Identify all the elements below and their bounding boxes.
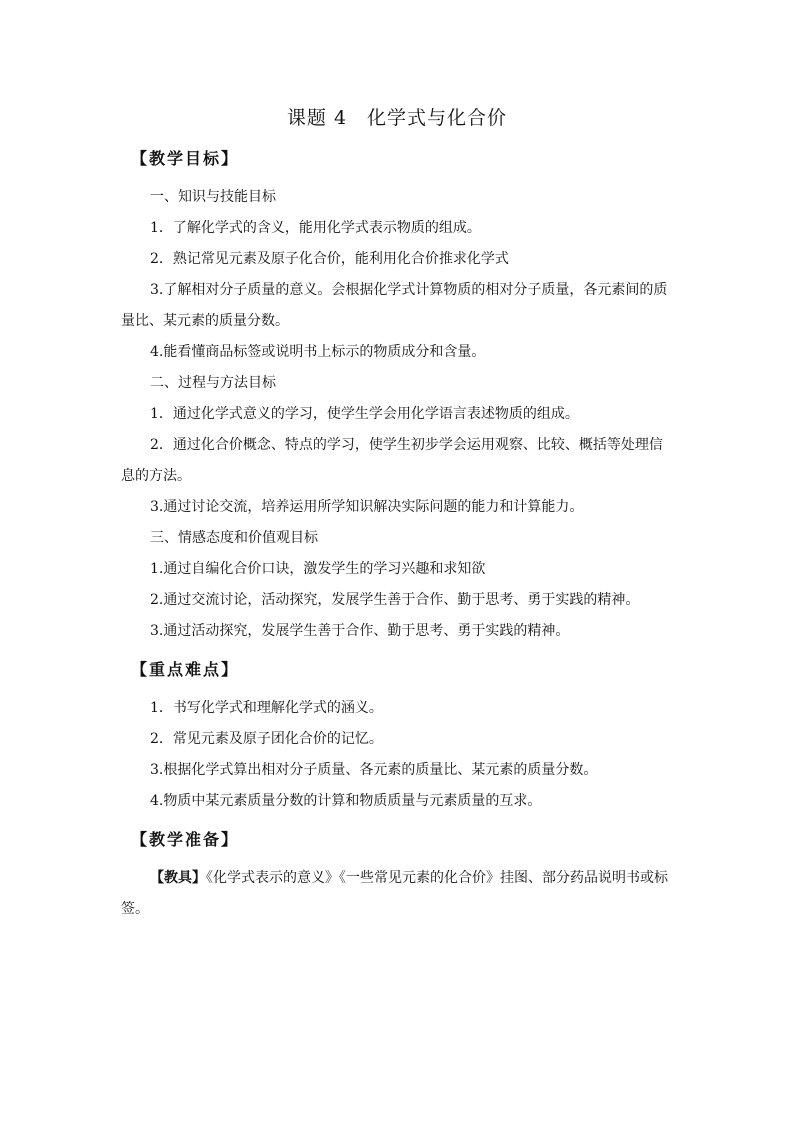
preparation-paragraph: [121, 863, 676, 925]
section-heading-preparation: 【教学准备】: [131, 830, 240, 849]
objective-item: 1.通过自编化合价口诀，激发学生的学习兴趣和求知欲: [150, 561, 486, 577]
section-heading-key-points: 【重点难点】: [131, 660, 240, 679]
document-body: [121, 145, 676, 925]
teaching-aids-text: 《化学式表示的意义》《一些常见元素的化合价》挂图、部分药品说明书或标签。: [121, 870, 668, 917]
objective-item: 4.能看懂商品标签或说明书上标示的物质成分和含量。: [150, 344, 486, 360]
teaching-aids-label: 【教具】: [150, 870, 206, 886]
objective-item: 3.通过讨论交流，培养运用所学知识解决实际问题的能力和计算能力。: [150, 499, 584, 515]
objective-item: 1．通过化学式意义的学习，使学生学会用化学语言表述物质的组成。: [150, 406, 579, 422]
objective-item: 2.通过交流讨论，活动探究，发展学生善于合作、勤于思考、勇于实践的精神。: [150, 592, 640, 608]
subheading-process: 二、过程与方法目标: [150, 375, 276, 391]
key-point-item: 2．常见元素及原子团化合价的记忆。: [150, 731, 383, 747]
objective-item: 1．了解化学式的含义，能用化学式表示物质的组成。: [150, 220, 481, 236]
key-point-item: 4.物质中某元素质量分数的计算和物质质量与元素质量的互求。: [150, 793, 542, 809]
objective-item: 2．熟记常见元素及原子化合价，能利用化合价推求化学式: [150, 251, 509, 267]
objective-item: 3.通过活动探究，发展学生善于合作、勤于思考、勇于实践的精神。: [150, 623, 570, 639]
key-point-item: 3.根据化学式算出相对分子质量、各元素的质量比、某元素的质量分数。: [150, 762, 598, 778]
objective-item: 3.了解相对分子质量的意义。会根据化学式计算物质的相对分子质量，各元素间的质量比、某元素的质量分数。: [121, 282, 668, 329]
objective-item: 2．通过化合价概念、特点的学习，使学生初步学会运用观察、比较、概括等处理信息的方法。: [121, 437, 663, 484]
key-point-item: 1．书写化学式和理解化学式的涵义。: [150, 700, 383, 716]
subheading-knowledge: 一、知识与技能目标: [150, 189, 276, 205]
subheading-values: 三、情感态度和价值观目标: [150, 530, 318, 546]
document-title: 课题 4 化学式与化合价: [286, 107, 508, 129]
section-heading-objectives: 【教学目标】: [131, 149, 240, 168]
